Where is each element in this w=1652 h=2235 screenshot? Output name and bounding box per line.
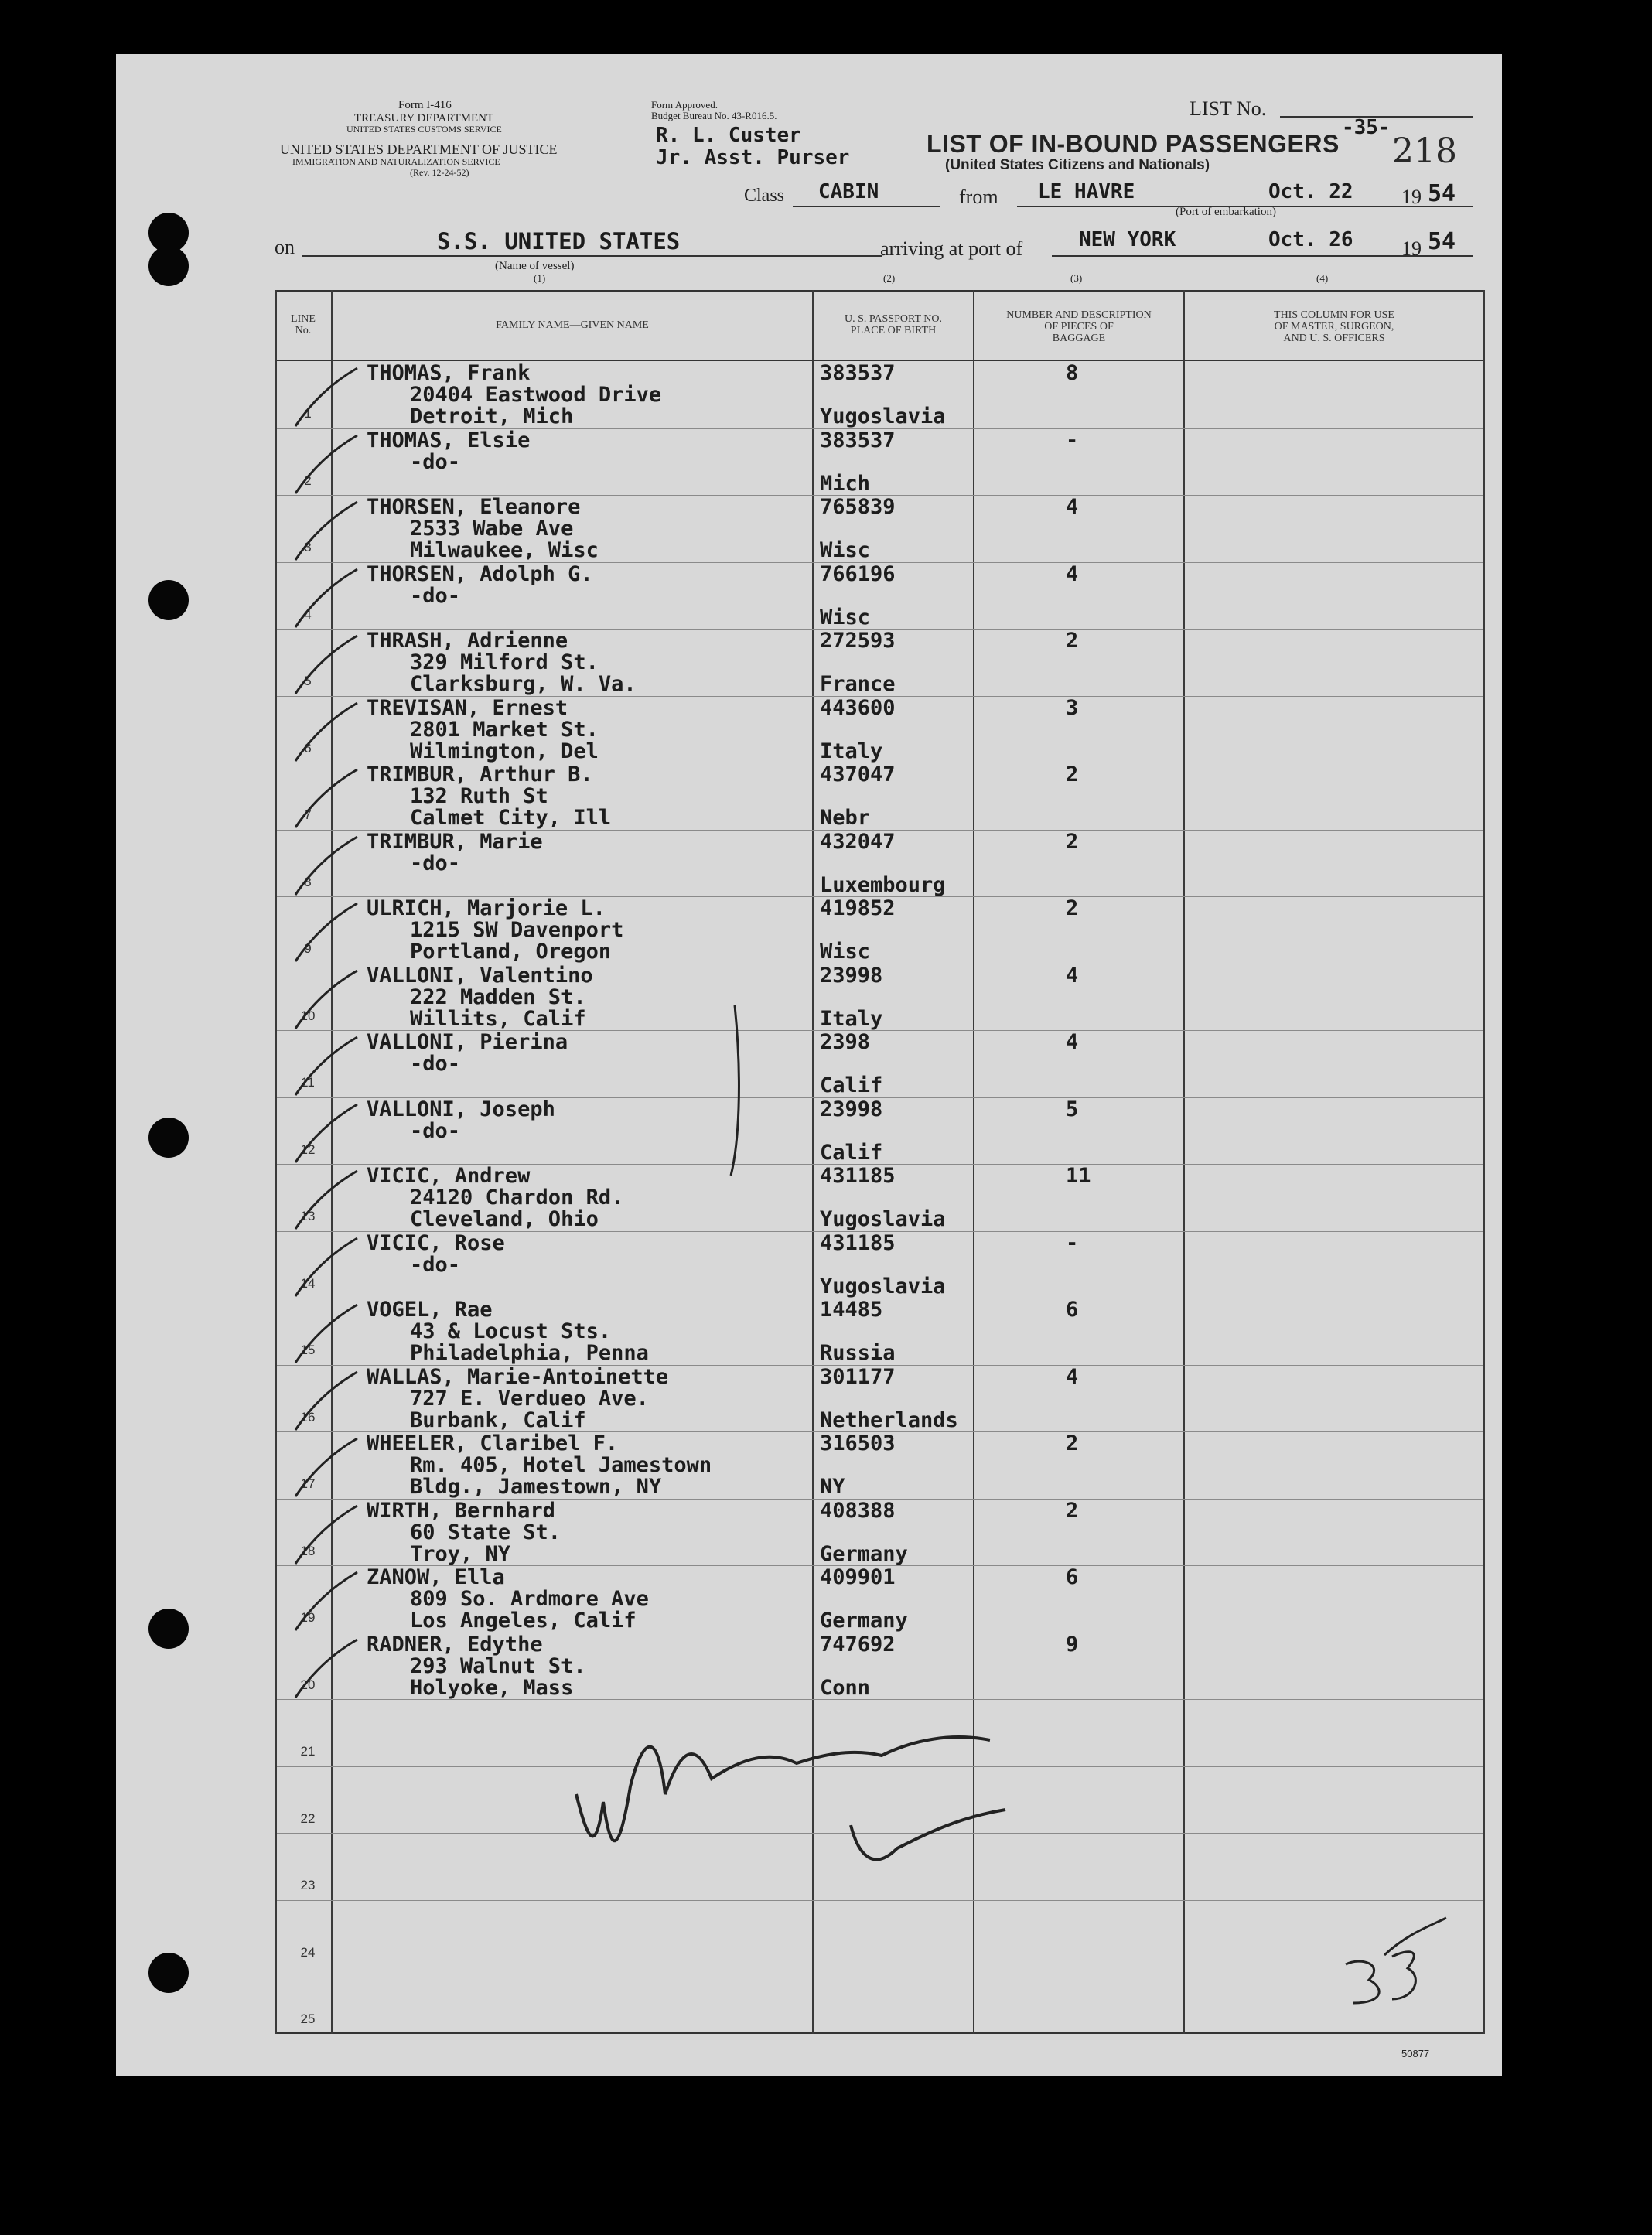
list-no-label: LIST No.	[1190, 97, 1267, 120]
passenger-address-1: 1215 SW Davenport	[410, 918, 624, 942]
baggage-count: 3	[1066, 695, 1079, 720]
handwritten-signature	[588, 1740, 592, 1741]
passport-number: 409901	[820, 1565, 896, 1589]
column-number-4: (4)	[1316, 272, 1329, 284]
passenger-address-1: 293 Walnut St.	[410, 1653, 586, 1678]
baggage-count: -	[1066, 1230, 1079, 1255]
place-of-birth: Wisc	[820, 605, 871, 630]
place-of-birth: Luxembourg	[820, 872, 946, 897]
header-line-no: LINE No.	[291, 313, 316, 336]
passenger-name: VICIC, Rose	[367, 1230, 505, 1255]
baggage-count: 11	[1066, 1164, 1091, 1188]
place-of-birth: France	[820, 672, 896, 696]
vessel-caption: (Name of vessel)	[495, 260, 575, 272]
binder-hole	[148, 1953, 189, 1993]
check-mark-icon	[288, 899, 365, 969]
embarkation-caption: (Port of embarkation)	[1176, 206, 1276, 218]
passport-number: 431185	[820, 1230, 896, 1255]
place-of-birth: NY	[820, 1475, 845, 1499]
baggage-count: 8	[1066, 361, 1079, 385]
place-of-birth: Italy	[820, 1006, 883, 1031]
binder-hole	[148, 1118, 189, 1158]
check-mark-icon	[288, 364, 365, 434]
baggage-count: 4	[1066, 561, 1079, 586]
passenger-name: THORSEN, Adolph G.	[367, 561, 593, 586]
passenger-address-2: Troy, NY	[410, 1541, 511, 1566]
header-baggage: NUMBER AND DESCRIPTION OF PIECES OF BAGGAGE	[1006, 309, 1152, 344]
baggage-count: 6	[1066, 1565, 1079, 1589]
passport-number: 383537	[820, 361, 896, 385]
passenger-address-2: Burbank, Calif	[410, 1408, 586, 1432]
line-number: 24	[300, 1944, 316, 1960]
passenger-address-1: -do-	[410, 449, 461, 474]
passport-number: 437047	[820, 763, 896, 787]
passenger-address-2: Clarksburg, W. Va.	[410, 672, 637, 696]
baggage-count: 5	[1066, 1097, 1079, 1121]
line-number: 9	[304, 941, 312, 956]
on-label: on	[275, 236, 295, 258]
passenger-name: TRIMBUR, Marie	[367, 829, 543, 854]
line-number: 23	[300, 1878, 316, 1892]
line-number: 12	[300, 1141, 316, 1157]
baggage-count: 2	[1066, 763, 1079, 787]
passenger-address-2: Calmet City, Ill	[410, 806, 612, 830]
place-of-birth: Netherlands	[820, 1408, 958, 1432]
column-number-2: (2)	[883, 272, 896, 284]
handwritten-note	[851, 1817, 853, 1818]
place-of-birth: Yugoslavia	[820, 1207, 946, 1231]
column-number-1: (1)	[534, 272, 546, 284]
vessel-name: S.S. UNITED STATES	[437, 228, 681, 254]
line-number: 6	[304, 740, 312, 756]
place-of-birth: Mich	[820, 471, 871, 496]
passport-number: 383537	[820, 428, 896, 452]
passenger-name: VICIC, Andrew	[367, 1164, 531, 1188]
check-mark-icon	[288, 1167, 365, 1237]
line-number: 21	[300, 1744, 316, 1759]
check-mark-icon	[288, 432, 365, 501]
line-number: 7	[304, 807, 312, 822]
passport-number: 443600	[820, 695, 896, 720]
passenger-name: THRASH, Adrienne	[367, 629, 568, 653]
line-number: 8	[304, 874, 312, 889]
passenger-address-2: Willits, Calif	[410, 1006, 586, 1031]
place-of-birth: Calif	[820, 1140, 883, 1165]
row-divider	[277, 1766, 1483, 1767]
baggage-count: 2	[1066, 829, 1079, 854]
passenger-name: WALLAS, Marie-Antoinette	[367, 1364, 669, 1389]
passenger-address-2: Bldg., Jamestown, NY	[410, 1475, 662, 1499]
baggage-count: -	[1066, 428, 1079, 452]
list-number-handwritten: 218	[1392, 131, 1457, 171]
header-officers: THIS COLUMN FOR USE OF MASTER, SURGEON, AND U. S. OFFICERS	[1274, 309, 1394, 344]
line-number: 15	[300, 1343, 316, 1357]
passenger-address-1: -do-	[410, 1118, 461, 1143]
passport-number: 272593	[820, 629, 896, 653]
line-number: 10	[300, 1008, 316, 1023]
passenger-name: ZANOW, Ella	[367, 1565, 505, 1589]
arrival-port: NEW YORK	[1079, 228, 1176, 251]
passport-number: 766196	[820, 561, 896, 586]
class-label: Class	[744, 186, 785, 206]
passenger-address-2: Los Angeles, Calif	[410, 1609, 637, 1633]
baggage-count: 2	[1066, 896, 1079, 920]
arrival-date: Oct. 26	[1268, 228, 1353, 251]
check-mark-icon	[288, 1568, 365, 1638]
departure-year: 54	[1428, 180, 1456, 207]
passenger-address-1: 24120 Chardon Rd.	[410, 1186, 624, 1210]
passenger-address-1: 60 State St.	[410, 1520, 561, 1544]
passport-number: 765839	[820, 495, 896, 519]
passenger-address-2: Wilmington, Del	[410, 739, 599, 763]
customs-service: UNITED STATES CUSTOMS SERVICE	[346, 124, 502, 135]
passenger-name: VALLONI, Valentino	[367, 963, 593, 988]
passenger-address-1: -do-	[410, 1052, 461, 1076]
passenger-address-1: 727 E. Verdueo Ave.	[410, 1386, 649, 1411]
passenger-address-1: -do-	[410, 851, 461, 875]
line-number: 18	[300, 1543, 316, 1558]
passenger-address-2: Holyoke, Mass	[410, 1675, 574, 1700]
check-mark-icon	[288, 1301, 365, 1370]
passport-number: 419852	[820, 896, 896, 920]
check-mark-icon	[288, 1234, 365, 1304]
check-mark-icon	[288, 632, 365, 701]
passenger-address-2: Philadelphia, Penna	[410, 1341, 649, 1365]
passenger-address-1: 2801 Market St.	[410, 717, 599, 742]
passenger-name: THORSEN, Eleanore	[367, 495, 581, 519]
passport-number: 23998	[820, 963, 883, 988]
passenger-name: RADNER, Edythe	[367, 1632, 543, 1657]
line-number: 11	[301, 1075, 315, 1090]
binder-hole	[148, 1609, 189, 1649]
column-number-3: (3)	[1070, 272, 1083, 284]
baggage-count: 4	[1066, 1030, 1079, 1054]
passport-number: 301177	[820, 1364, 896, 1389]
passenger-address-1: 132 Ruth St	[410, 784, 548, 808]
check-mark-icon	[288, 1502, 365, 1571]
line-number: 25	[300, 2012, 316, 2026]
line-number: 1	[304, 406, 312, 421]
passenger-address-1: -do-	[410, 1252, 461, 1277]
passenger-address-1: 2533 Wabe Ave	[410, 517, 574, 541]
passport-number: 747692	[820, 1632, 896, 1657]
passenger-name: ULRICH, Marjorie L.	[367, 896, 606, 920]
place-of-birth: Wisc	[820, 940, 871, 964]
header-passport: U. S. PASSPORT NO. PLACE OF BIRTH	[845, 313, 942, 336]
line-number: 4	[304, 606, 312, 622]
line-number: 2	[304, 473, 312, 488]
place-of-birth: Germany	[820, 1609, 908, 1633]
passenger-address-2: Cleveland, Ohio	[410, 1207, 599, 1231]
form-code: 50877	[1401, 2048, 1430, 2059]
passenger-name: TRIMBUR, Arthur B.	[367, 763, 593, 787]
passenger-address-1: 809 So. Ardmore Ave	[410, 1587, 649, 1611]
page-title: LIST OF IN-BOUND PASSENGERS	[927, 130, 1340, 158]
passenger-address-1: 329 Milford St.	[410, 650, 599, 674]
class-value: CABIN	[818, 180, 879, 203]
from-label: from	[959, 186, 998, 208]
passenger-name: THOMAS, Elsie	[367, 428, 531, 452]
binder-hole	[148, 580, 189, 620]
baggage-count: 9	[1066, 1632, 1079, 1657]
check-mark-icon	[288, 1435, 365, 1504]
form-number: Form I-416	[398, 99, 452, 111]
port-of-embarkation: LE HAVRE	[1038, 180, 1135, 203]
check-mark-icon	[288, 498, 365, 568]
passport-number: 432047	[820, 829, 896, 854]
passenger-address-2: Milwaukee, Wisc	[410, 538, 599, 562]
baggage-count: 6	[1066, 1298, 1079, 1322]
place-of-birth: Yugoslavia	[820, 404, 946, 428]
baggage-count: 2	[1066, 629, 1079, 653]
place-of-birth: Calif	[820, 1073, 883, 1097]
check-mark-icon	[288, 766, 365, 835]
revision-date: (Rev. 12-24-52)	[410, 167, 469, 178]
passenger-name: THOMAS, Frank	[367, 361, 531, 385]
line-number: 17	[300, 1476, 316, 1491]
baggage-count: 4	[1066, 495, 1079, 519]
passenger-address-1: 222 Madden St.	[410, 984, 586, 1009]
place-of-birth: Conn	[820, 1675, 871, 1700]
place-of-birth: Germany	[820, 1541, 908, 1566]
passenger-name: TREVISAN, Ernest	[367, 695, 568, 720]
passenger-name: VOGEL, Rae	[367, 1298, 493, 1322]
place-of-birth: Wisc	[820, 538, 871, 562]
ins-label: IMMIGRATION AND NATURALIZATION SERVICE	[292, 156, 500, 167]
line-number: 5	[304, 674, 312, 688]
check-mark-icon	[288, 565, 365, 635]
passport-number: 14485	[820, 1298, 883, 1322]
arriving-label: arriving at port of	[880, 237, 1023, 260]
departure-date: Oct. 22	[1268, 180, 1353, 203]
baggage-count: 4	[1066, 963, 1079, 988]
place-of-birth: Yugoslavia	[820, 1274, 946, 1298]
arrival-year-prefix: 19	[1401, 237, 1422, 260]
baggage-count: 4	[1066, 1364, 1079, 1389]
passenger-name: WHEELER, Claribel F.	[367, 1431, 619, 1455]
place-of-birth: Nebr	[820, 806, 871, 830]
row-divider	[277, 1900, 1483, 1901]
corner-handwritten-number	[1284, 1949, 1285, 1950]
passport-number: 408388	[820, 1498, 896, 1523]
budget-bureau: Budget Bureau No. 43-R016.5.	[651, 110, 777, 121]
page-subtitle: (United States Citizens and Nationals)	[945, 157, 1210, 173]
baggage-count: 2	[1066, 1431, 1079, 1455]
passenger-address-2: Detroit, Mich	[410, 404, 574, 428]
line-number: 22	[300, 1810, 316, 1826]
officer-name: R. L. Custer	[656, 124, 801, 147]
binder-hole	[148, 246, 189, 286]
check-mark-icon	[288, 1033, 365, 1103]
check-mark-icon	[288, 699, 365, 769]
passenger-address-1: 20404 Eastwood Drive	[410, 383, 662, 407]
passport-number: 431185	[820, 1164, 896, 1188]
check-mark-icon	[288, 1100, 365, 1170]
department-of-justice: UNITED STATES DEPARTMENT OF JUSTICE	[280, 142, 558, 157]
departure-year-prefix: 19	[1401, 186, 1422, 208]
passenger-address-1: -do-	[410, 583, 461, 608]
passenger-name: WIRTH, Bernhard	[367, 1498, 555, 1523]
check-mark-icon	[288, 1368, 365, 1438]
line-number: 19	[300, 1610, 316, 1625]
passenger-name: VALLONI, Pierina	[367, 1030, 568, 1054]
passenger-address-2: Portland, Oregon	[410, 940, 612, 964]
arrival-year: 54	[1428, 228, 1456, 255]
passport-number: 316503	[820, 1431, 896, 1455]
passenger-name: VALLONI, Joseph	[367, 1097, 555, 1121]
passport-number: 2398	[820, 1030, 871, 1054]
form-approved: Form Approved.	[651, 99, 718, 111]
officer-title: Jr. Asst. Purser	[656, 146, 850, 169]
place-of-birth: Russia	[820, 1341, 896, 1365]
header-family-name: FAMILY NAME—GIVEN NAME	[496, 319, 649, 331]
check-mark-icon	[288, 833, 365, 903]
line-number: 16	[300, 1409, 316, 1425]
row-divider	[277, 1833, 1483, 1834]
passenger-address-1: 43 & Locust Sts.	[410, 1319, 612, 1343]
passport-number: 23998	[820, 1097, 883, 1121]
row-divider	[277, 1699, 1483, 1700]
check-mark-icon	[288, 967, 365, 1036]
passenger-address-1: Rm. 405, Hotel Jamestown	[410, 1453, 712, 1477]
baggage-count: 2	[1066, 1498, 1079, 1523]
list-number: -35-	[1342, 116, 1391, 139]
treasury-department: TREASURY DEPARTMENT	[354, 112, 494, 125]
line-number: 14	[300, 1275, 316, 1291]
line-number: 3	[304, 540, 312, 554]
line-number: 13	[300, 1209, 316, 1223]
line-number: 20	[300, 1677, 316, 1692]
place-of-birth: Italy	[820, 739, 883, 763]
check-mark-icon	[288, 1636, 365, 1705]
